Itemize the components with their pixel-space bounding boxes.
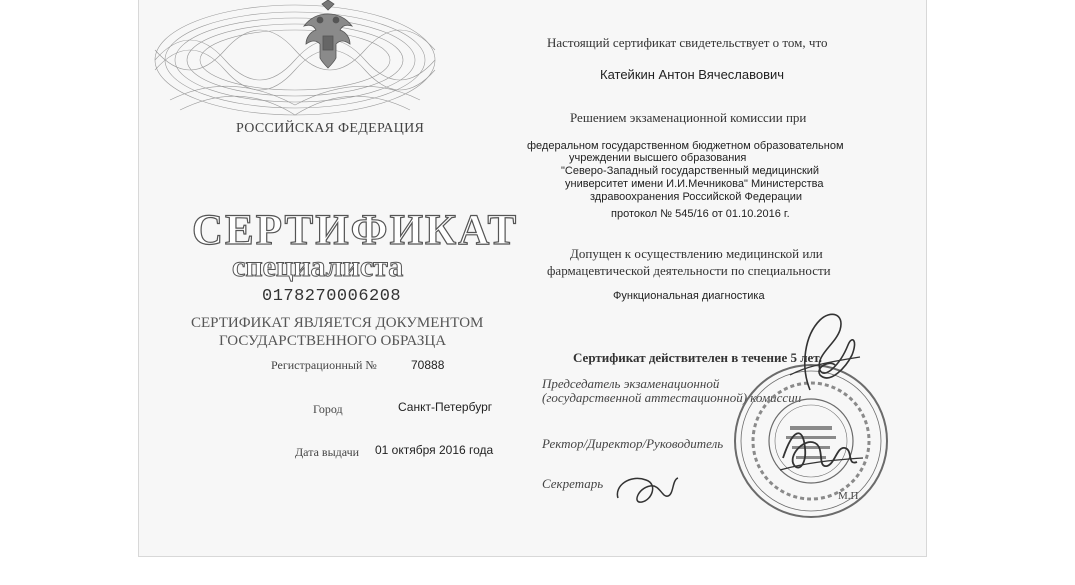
institution-line: учреждении высшего образования xyxy=(569,152,747,164)
registration-number: 70888 xyxy=(411,358,445,372)
city-label: Город xyxy=(313,402,343,416)
chairman-label-line1: Председатель экзаменационной xyxy=(542,376,720,391)
protocol-text: протокол № 545/16 от 01.10.2016 г. xyxy=(611,208,790,220)
certificate-number: 0178270006208 xyxy=(262,287,402,306)
issue-date-value: 01 октября 2016 года xyxy=(375,443,494,457)
registration-label: Регистрационный № xyxy=(271,358,377,372)
institution-line: федеральном государственном бюджетном образовательном xyxy=(527,140,844,152)
coat-of-arms-emblem xyxy=(296,0,360,70)
admitted-line1: Допущен к осуществлению медицинской или xyxy=(570,246,823,261)
intro-text: Настоящий сертификат свидетельствует о том, что xyxy=(547,35,828,50)
secretary-signature xyxy=(612,468,682,508)
document-note-line1: СЕРТИФИКАТ ЯВЛЯЕТСЯ ДОКУМЕНТОМ xyxy=(191,315,484,331)
certificate-subtitle: специалиста xyxy=(232,250,404,283)
specialty-text: Функциональная диагностика xyxy=(613,290,765,302)
admitted-line2: фармацевтической деятельности по специальности xyxy=(547,263,831,278)
chairman-signature xyxy=(760,305,870,395)
secretary-label: Секретарь xyxy=(542,476,604,491)
document-note-line2: ГОСУДАРСТВЕННОГО ОБРАЗЦА xyxy=(219,333,447,349)
commission-text: Решением экзаменационной комиссии при xyxy=(570,110,807,125)
rector-label: Ректор/Директор/Руководитель xyxy=(542,436,724,451)
rector-signature xyxy=(775,418,865,478)
seal-mark: М.П. xyxy=(838,490,862,502)
institution-line: "Северо-Западный государственный медицинский xyxy=(561,165,820,177)
chairman-label-line2: (государственной аттестационной) комиссии xyxy=(542,390,802,405)
country-name: РОССИЙСКАЯ ФЕДЕРАЦИЯ xyxy=(236,121,425,136)
holder-name: Катейкин Антон Вячеславович xyxy=(600,67,785,82)
certificate-title: СЕРТИФИКАТ xyxy=(192,207,519,254)
city-value: Санкт-Петербург xyxy=(398,400,493,414)
institution-line: университет имени И.И.Мечникова" Министерства xyxy=(565,178,824,190)
institution-line: здравоохранения Российской Федерации xyxy=(590,191,803,203)
issue-date-label: Дата выдачи xyxy=(295,445,360,459)
validity-text: Сертификат действителен в течение 5 лет. xyxy=(573,350,822,365)
